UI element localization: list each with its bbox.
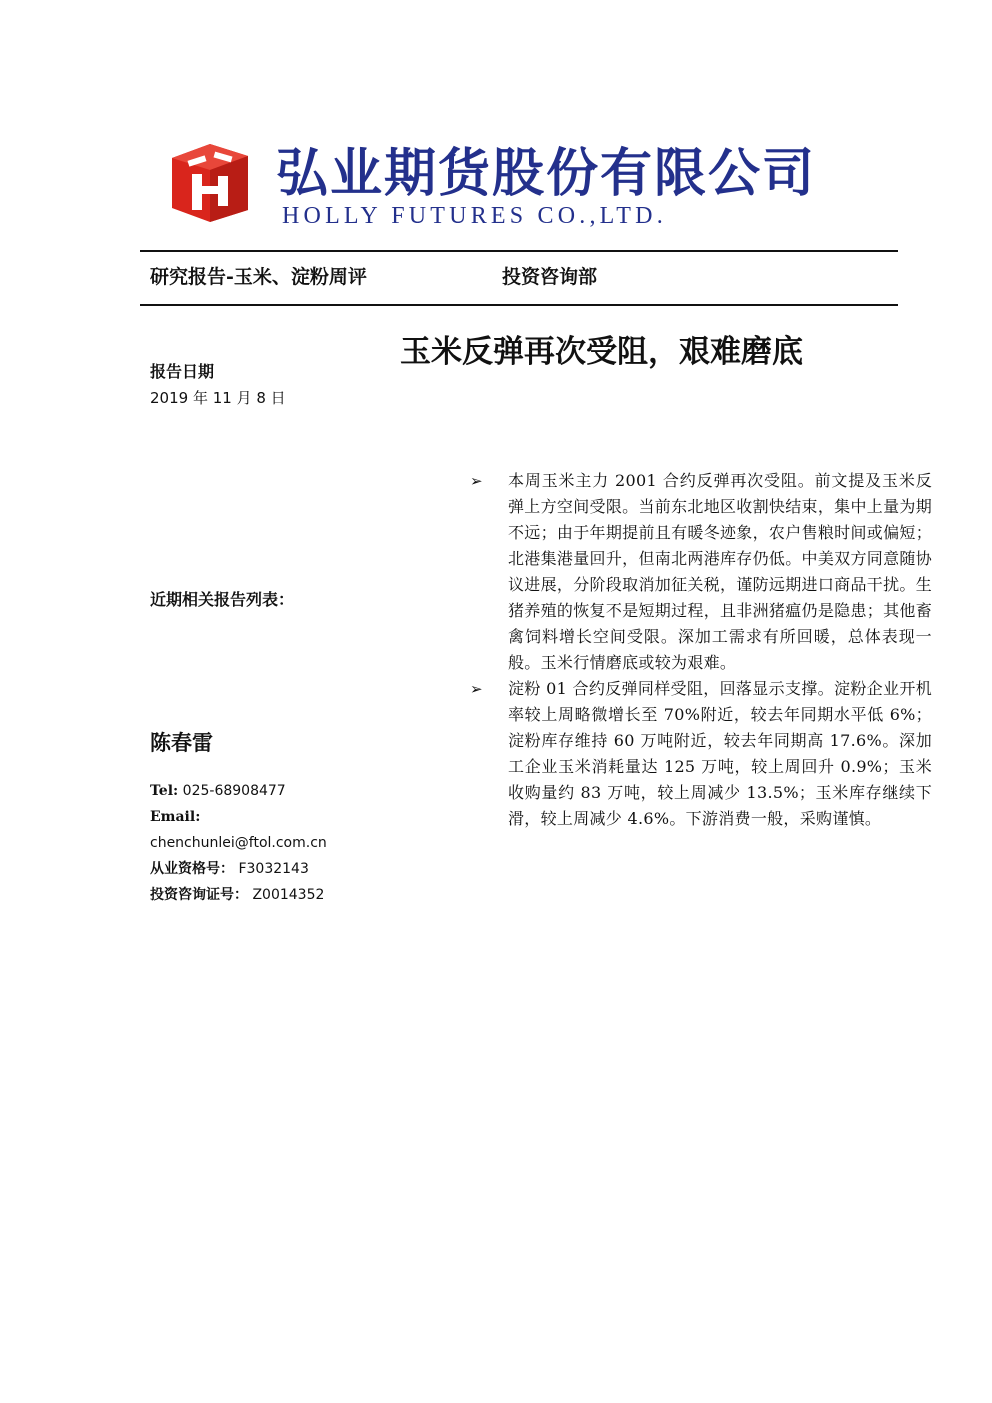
report-date-value: 2019 年 11 月 8 日 [150,389,286,407]
arrow-bullet-icon: ➢ [470,472,483,490]
advisory-row [150,882,450,908]
arrow-bullet-icon: ➢ [470,680,483,698]
tel-row [150,778,450,804]
email-label: Email: [150,809,201,825]
summary-bullet-starch [470,676,932,832]
holly-cube-logo-icon [168,140,252,224]
advisory-value: Z0014352 [252,887,325,903]
bullet-text: 本周玉米主力 2001 合约反弹再次受阻。前文提及玉米反弹上方空间受限。当前东北地区收割快结束，集中上量为期不远；由于年期提前且有暖冬迹象，农户售粮时间或偏短；北港集港量回升，但南北两港库存仍低。中美双方同意随协议进展，分阶段取消加征关税，谨防远期进口商品干扰。生猪养殖的恢复不是短期过程，且非洲猪瘟仍是隐患；其他畜禽饲料增长空间受限。深加工需求有所回暖，总体表现一般。玉米行情磨底或较为艰难。 [508,471,932,672]
email-link[interactable]: chenchunlei@ftol.com.cn [150,835,327,851]
summary-bullet-corn [470,468,932,676]
tel-value: 025-68908477 [182,783,286,799]
qualification-label: 从业资格号： [150,861,234,877]
related-reports-label: 近期相关报告列表： [150,590,295,609]
qualification-row [150,856,450,882]
department: 投资咨询部 [502,266,598,288]
report-title: 玉米反弹再次受阻，艰难磨底 [400,334,803,370]
company-name-en: HOLLY FUTURES CO.,LTD. [282,203,667,229]
header-bottom-rule [140,304,898,306]
tel-label: Tel: [150,783,179,799]
header-top-rule [140,250,898,252]
author-name: 陈春雷 [150,730,213,755]
company-name-cn: 弘业期货股份有限公司 [276,143,817,204]
qualification-value: F3032143 [238,861,309,877]
author-contact [150,778,450,908]
report-type: 研究报告-玉米、淀粉周评 [150,266,367,288]
email-value-row [150,830,450,856]
report-date-label: 报告日期 [150,362,215,381]
advisory-label: 投资咨询证号： [150,887,248,903]
email-label-row [150,804,450,830]
bullet-text: 淀粉 01 合约反弹同样受阻，回落显示支撑。淀粉企业开机率较上周略微增长至 70%附近，较去年同期水平低 6%；淀粉库存维持 60 万吨附近，较去年同期高 17.6%。深加工企业玉米消耗量达 125 万吨，较上周回升 0.9%；玉米收购量约 83 万吨，较上周减少 13.5%；玉米库存继续下滑，较上周减少 4.6%。下游消费一般，采购谨慎。 [508,679,932,828]
summary-bullets [470,468,932,832]
